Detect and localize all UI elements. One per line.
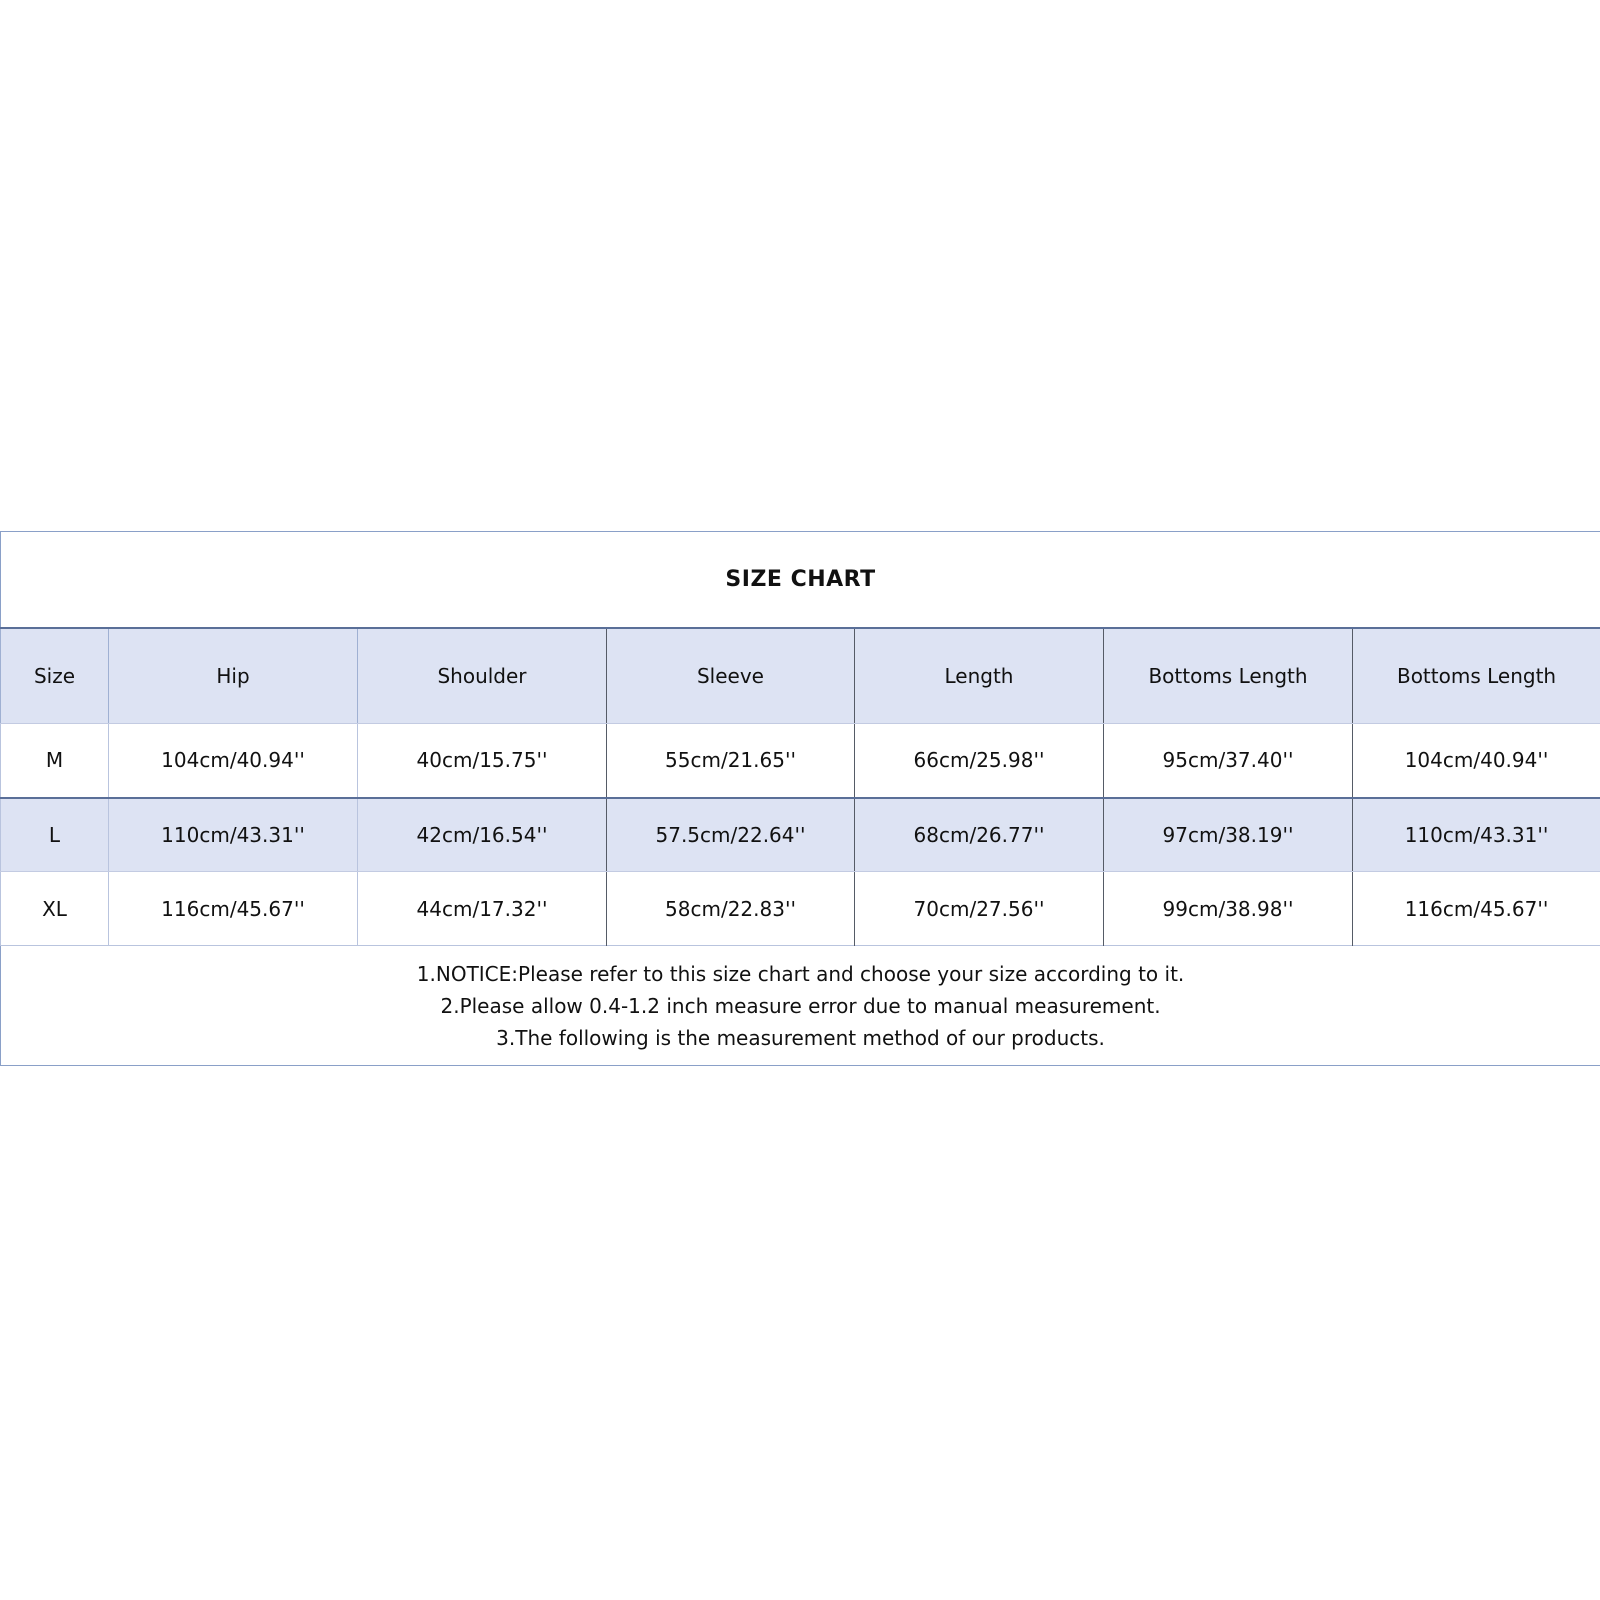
cell-size: M xyxy=(1,724,109,798)
cell-hip: 110cm/43.31'' xyxy=(109,798,358,872)
note-1: 1.NOTICE:Please refer to this size chart and choose your size according to it. xyxy=(416,961,1185,986)
chart-title: SIZE CHART xyxy=(1,532,1600,628)
cell-length: 68cm/26.77'' xyxy=(855,798,1104,872)
header-shoulder: Shoulder xyxy=(358,628,607,724)
cell-hip: 104cm/40.94'' xyxy=(109,724,358,798)
cell-sleeve: 57.5cm/22.64'' xyxy=(607,798,855,872)
header-length: Length xyxy=(855,628,1104,724)
cell-hip: 116cm/45.67'' xyxy=(109,872,358,946)
cell-size: XL xyxy=(1,872,109,946)
cell-shoulder: 40cm/15.75'' xyxy=(358,724,607,798)
cell-bottoms-length-2: 104cm/40.94'' xyxy=(1353,724,1600,798)
cell-sleeve: 55cm/21.65'' xyxy=(607,724,855,798)
header-bottoms-length: Bottoms Length xyxy=(1104,628,1353,724)
cell-shoulder: 44cm/17.32'' xyxy=(358,872,607,946)
cell-sleeve: 58cm/22.83'' xyxy=(607,872,855,946)
header-hip: Hip xyxy=(109,628,358,724)
header-row xyxy=(1,628,1600,724)
cell-bottoms-length: 97cm/38.19'' xyxy=(1104,798,1353,872)
table-row xyxy=(1,724,1600,798)
table-row xyxy=(1,798,1600,872)
header-size: Size xyxy=(1,628,109,724)
cell-bottoms-length-2: 116cm/45.67'' xyxy=(1353,872,1600,946)
cell-shoulder: 42cm/16.54'' xyxy=(358,798,607,872)
notes-row xyxy=(1,946,1600,1066)
table-row xyxy=(1,872,1600,946)
cell-size: L xyxy=(1,798,109,872)
title-row xyxy=(1,532,1600,628)
header-bottoms-length-2: Bottoms Length xyxy=(1353,628,1600,724)
note-2: 2.Please allow 0.4-1.2 inch measure error due to manual measurement. xyxy=(440,993,1161,1018)
cell-length: 66cm/25.98'' xyxy=(855,724,1104,798)
note-3: 3.The following is the measurement method of our products. xyxy=(496,1025,1105,1050)
cell-bottoms-length: 99cm/38.98'' xyxy=(1104,872,1353,946)
header-sleeve: Sleeve xyxy=(607,628,855,724)
cell-bottoms-length: 95cm/37.40'' xyxy=(1104,724,1353,798)
size-chart-table xyxy=(0,531,1600,1066)
notes-block xyxy=(1,946,1600,1066)
cell-bottoms-length-2: 110cm/43.31'' xyxy=(1353,798,1600,872)
cell-length: 70cm/27.56'' xyxy=(855,872,1104,946)
